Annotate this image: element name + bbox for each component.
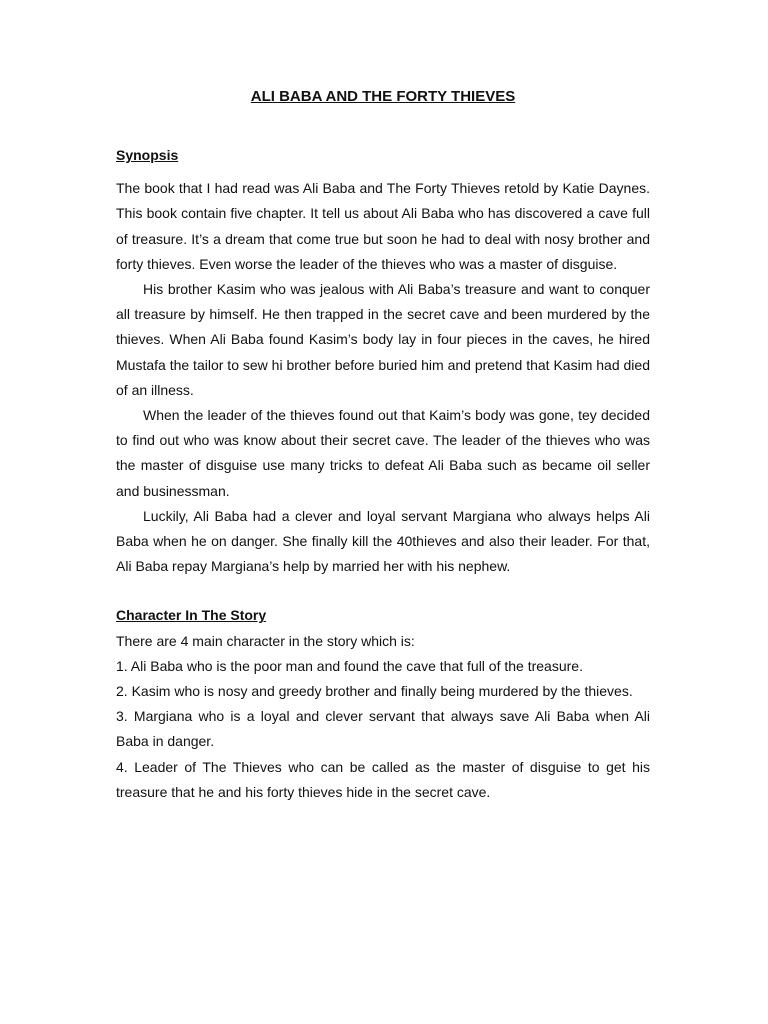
synopsis-paragraph-1: The book that I had read was Ali Baba and The Forty Thieves retold by Katie Daynes. This book contain five chapter. It tell us about Ali Baba who has discovered a cave full of treasure. It’s a dream that come true but soon he had to deal with nosy brother and forty thieves. Even worse the leader of the thieves who was a master of disguise.	[116, 180, 650, 272]
document-page	[116, 86, 650, 805]
characters-heading: Character In The Story	[116, 607, 267, 624]
synopsis-paragraph-3: When the leader of the thieves found out that Kaim’s body was gone, tey decided to find out who was know about their secret cave. The leader of the thieves who was the master of disguise use many tricks to defeat Ali Baba such as became oil seller and businessman.	[116, 407, 650, 499]
character-item-kasim: 2. Kasim who is nosy and greedy brother and finally being murdered by the thieves.	[116, 683, 633, 700]
characters-intro: There are 4 main character in the story which is:	[116, 632, 415, 649]
synopsis-paragraph-2: His brother Kasim who was jealous with Ali Baba’s treasure and want to conquer all treasure by himself. He then trapped in the secret cave and been murdered by the thieves. When Ali Baba found Kasim’s body lay in four pieces in the caves, he hired Mustafa the tailor to sew hi brother before buried him and pretend that Kasim had died of an illness.	[116, 281, 650, 398]
synopsis-paragraph-4: Luckily, Ali Baba had a clever and loyal servant Margiana who always helps Ali Baba when he on danger. She finally kill the 40thieves and also their leader. For that, Ali Baba repay Margiana’s help by married her with his nephew.	[116, 507, 650, 575]
character-item-margiana: 3. Margiana who is a loyal and clever servant that always save Ali Baba when Ali Baba in danger.	[116, 708, 650, 750]
character-item-leader: 4. Leader of The Thieves who can be called as the master of disguise to get his treasure that he and his forty thieves hide in the secret cave.	[116, 758, 650, 800]
synopsis-heading: Synopsis	[116, 147, 179, 163]
document-title: ALI BABA AND THE FORTY THIEVES	[250, 88, 516, 105]
character-item-ali-baba: 1. Ali Baba who is the poor man and found the cave that full of the treasure.	[116, 657, 583, 674]
